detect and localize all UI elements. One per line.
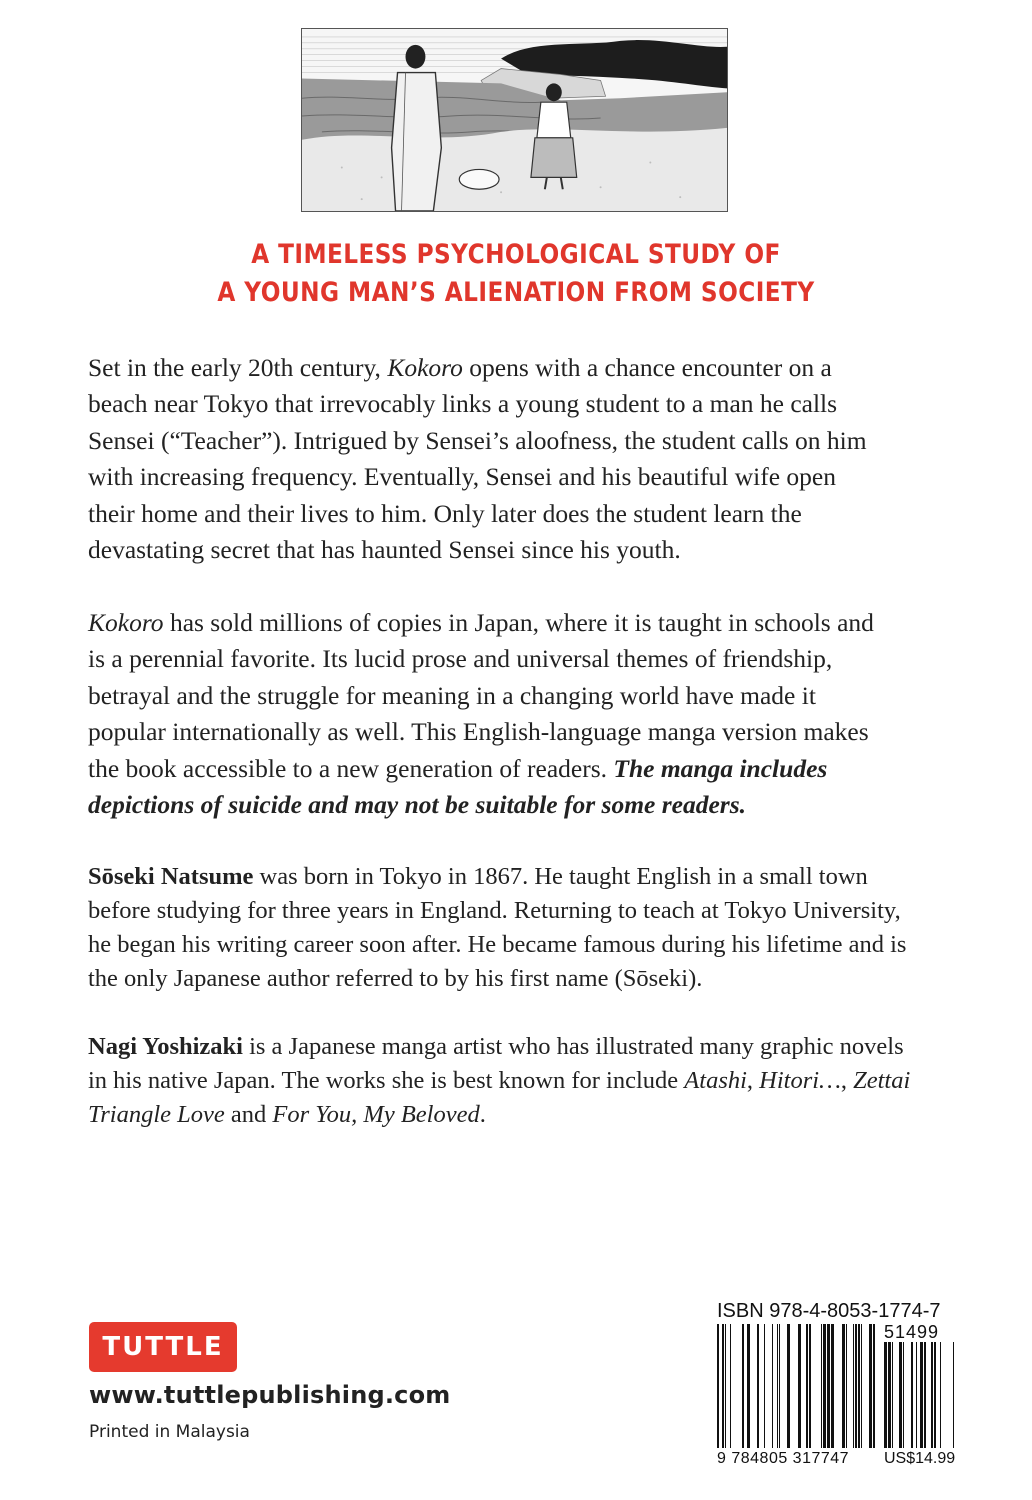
synopsis-line: beach near Tokyo that irrevocably links a young student to a man he calls <box>88 389 838 419</box>
artist-bio-text: is a Japanese manga artist who has illustrated many graphic novels <box>242 1033 904 1060</box>
author-bio-line: he began his writing career soon after. He became famous during his lifetime and is <box>88 931 907 958</box>
artist-bio-text: and <box>224 1101 273 1128</box>
printed-in: Printed in Malaysia <box>89 1422 250 1442</box>
work-title: Hitori… <box>759 1067 841 1094</box>
headline-line-2: A YOUNG MAN’S ALIENATION FROM SOCIETY <box>217 277 815 308</box>
synopsis-text: Set in the early 20th century, <box>88 353 388 382</box>
publisher-website: www.tuttlepublishing.com <box>89 1381 451 1409</box>
synopsis-line: with increasing frequency. Eventually, Sensei and his beautiful wife open <box>88 462 837 492</box>
author-name: Sōseki Natsume <box>88 863 254 890</box>
work-title: Triangle Love <box>88 1101 225 1128</box>
cover-illustration <box>301 28 728 212</box>
synopsis-line: their home and their lives to him. Only later does the student learn the <box>88 498 802 528</box>
artist-bio-text: . <box>479 1101 486 1128</box>
synopsis-line: devastating secret that has haunted Sensei since his youth. <box>88 535 681 565</box>
price-barcode <box>884 1342 954 1448</box>
popularity-text: has sold millions of copies in Japan, where it is taught in schools and <box>163 608 874 637</box>
price-label: US$14.99 <box>884 1450 956 1467</box>
separator: , <box>746 1067 760 1094</box>
author-bio-text: was born in Tokyo in 1867. He taught English in a small town <box>253 863 868 890</box>
author-bio-line: before studying for three years in England. Returning to teach at Tokyo University, <box>88 897 901 924</box>
book-title: Kokoro <box>88 608 164 637</box>
artist-bio <box>88 1030 948 1132</box>
synopsis-line: Sensei (“Teacher”). Intrigued by Sensei’s aloofness, the student calls on him <box>88 425 867 455</box>
tuttle-logo-text: TUTTLE <box>102 1332 224 1362</box>
isbn-label: ISBN 978-4-8053-1774-7 <box>717 1300 941 1322</box>
headline-line-1: A TIMELESS PSYCHOLOGICAL STUDY OF <box>251 239 781 270</box>
headline <box>72 236 960 312</box>
artist-name: Nagi Yoshizaki <box>88 1033 243 1060</box>
author-bio <box>88 860 948 996</box>
separator: , <box>840 1067 854 1094</box>
work-title: For You, My Beloved <box>272 1101 480 1128</box>
work-title: Zettai <box>853 1067 911 1094</box>
synopsis-paragraph <box>88 350 948 568</box>
author-bio-line: the only Japanese author referred to by his first name (Sōseki). <box>88 965 703 992</box>
popularity-paragraph <box>88 605 948 823</box>
popularity-line: is a perennial favorite. Its lucid prose and universal themes of friendship, <box>88 644 833 674</box>
work-title: Atashi <box>684 1067 747 1094</box>
book-title: Kokoro <box>387 353 463 382</box>
popularity-line: popular internationally as well. This English-language manga version makes <box>88 717 869 747</box>
artist-bio-text: in his native Japan. The works she is best known for include <box>88 1067 685 1094</box>
isbn-barcode <box>717 1324 875 1448</box>
content-warning: depictions of suicide and may not be suitable for some readers. <box>88 790 747 820</box>
popularity-text: the book accessible to a new generation of readers. <box>88 753 614 783</box>
synopsis-text: opens with a chance encounter on a <box>462 353 832 382</box>
price-code: 51499 <box>884 1322 940 1342</box>
tuttle-logo <box>89 1322 237 1372</box>
barcode-digits: 9 784805 317747 <box>717 1450 850 1467</box>
content-warning: The manga includes <box>613 753 828 783</box>
popularity-line: betrayal and the struggle for meaning in a changing world have made it <box>88 680 816 710</box>
beach-scene-illustration <box>302 29 727 211</box>
